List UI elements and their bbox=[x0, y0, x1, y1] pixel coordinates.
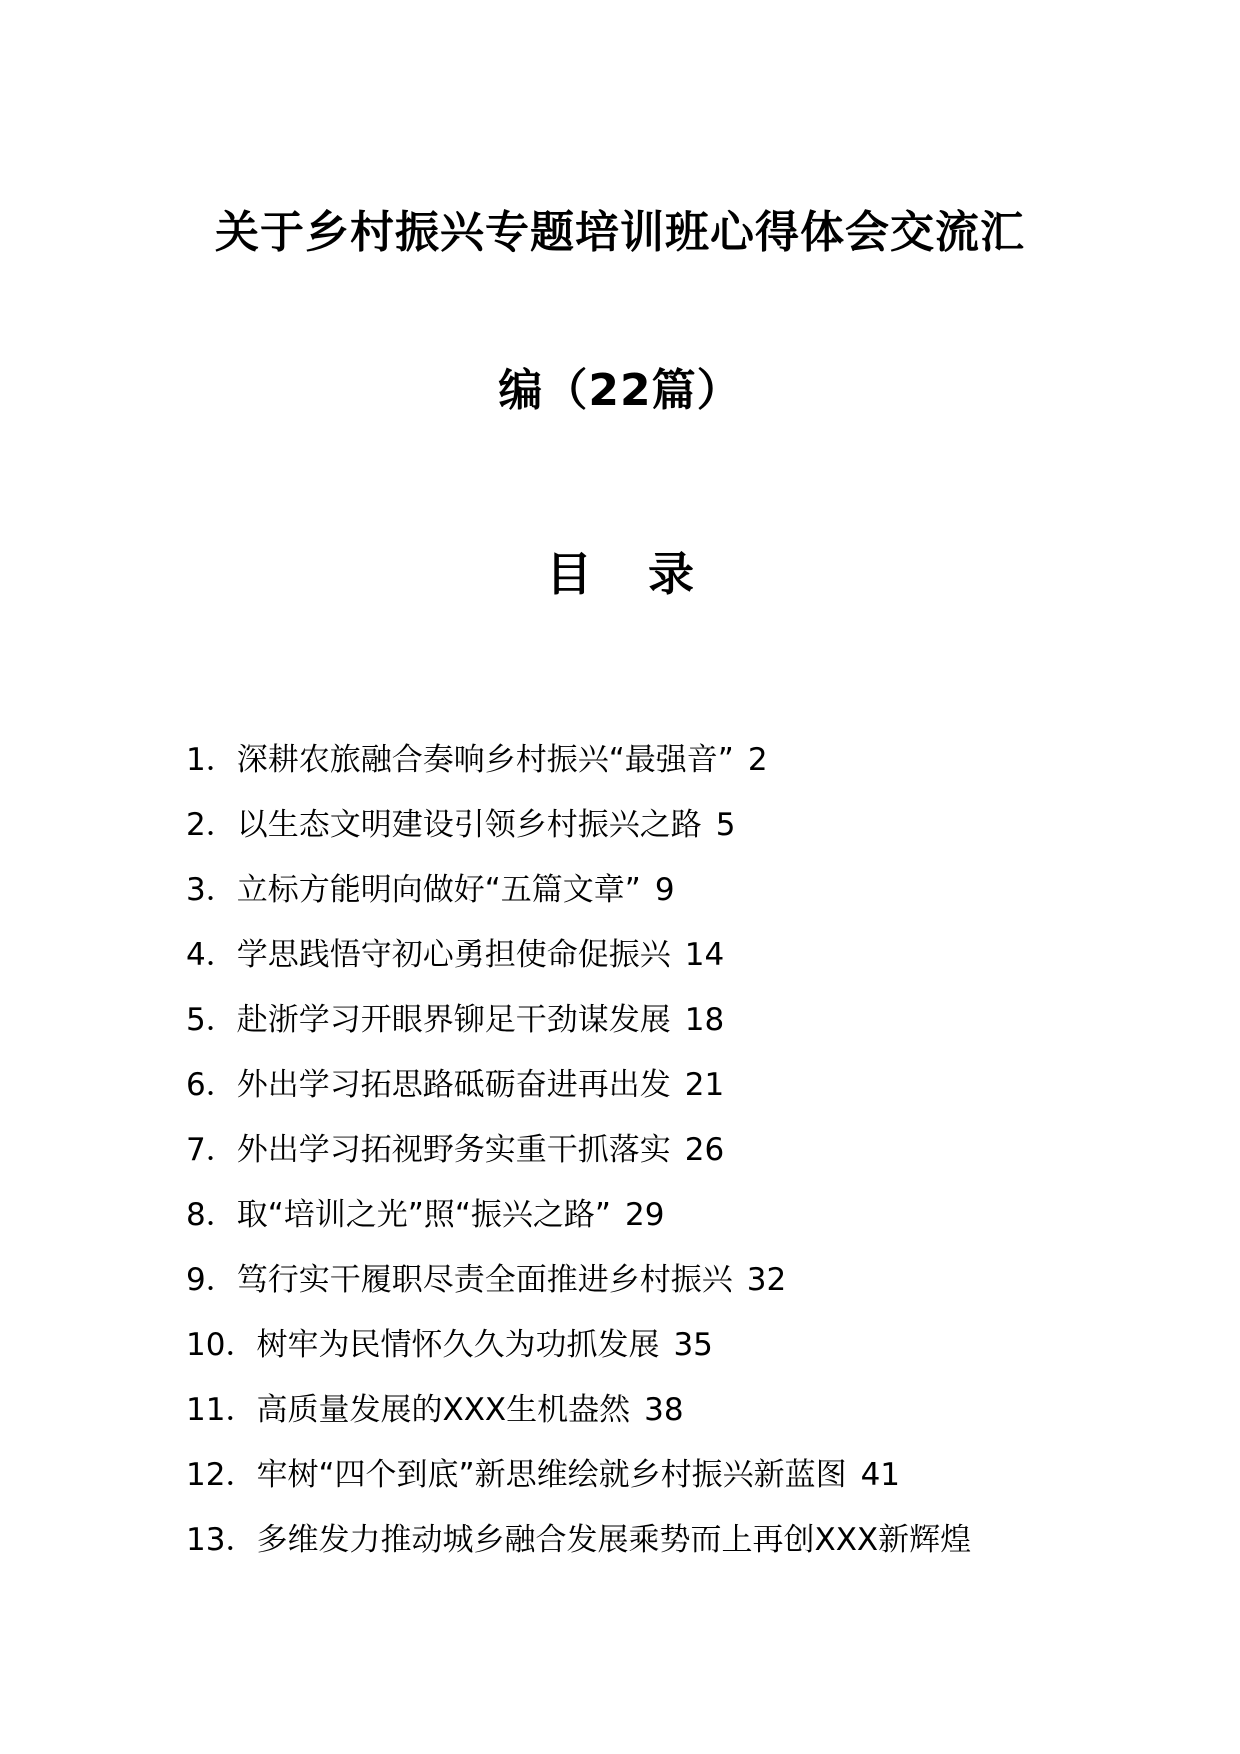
toc-entry[interactable] bbox=[186, 728, 1086, 793]
table-of-contents bbox=[186, 728, 1086, 1573]
toc-entry-page-number: 18 bbox=[684, 1002, 725, 1038]
toc-entry-number: 10． bbox=[186, 1327, 257, 1363]
toc-entry[interactable] bbox=[186, 1053, 1086, 1118]
toc-entry-title: 取“培训之光”照“振兴之路” bbox=[236, 1197, 611, 1233]
toc-entry[interactable] bbox=[186, 858, 1086, 923]
toc-entry-page-number: 35 bbox=[673, 1327, 713, 1363]
toc-entry-title: 深耕农旅融合奏响乡村振兴“最强音” bbox=[236, 742, 734, 778]
toc-entry-title: 高质量发展的XXX生机盎然 bbox=[256, 1392, 631, 1428]
toc-entry[interactable] bbox=[186, 1443, 1086, 1508]
toc-entry-title: 外出学习拓视野务实重干抓落实 bbox=[236, 1132, 671, 1168]
toc-entry[interactable] bbox=[186, 1378, 1086, 1443]
toc-entry-page-number: 41 bbox=[860, 1457, 901, 1493]
toc-entry-title: 以生态文明建设引领乡村振兴之路 bbox=[236, 807, 702, 843]
toc-entry-page-number: 29 bbox=[624, 1197, 665, 1233]
toc-entry-title: 牢树“四个到底”新思维绘就乡村振兴新蓝图 bbox=[256, 1457, 847, 1493]
toc-heading: 目 录 bbox=[545, 547, 714, 601]
toc-entry-page-number: 2 bbox=[747, 742, 768, 778]
toc-entry-page-number: 32 bbox=[746, 1262, 787, 1298]
toc-entry-title: 多维发力推动城乡融合发展乘势而上再创XXX新辉煌 bbox=[256, 1522, 972, 1558]
toc-entry[interactable] bbox=[186, 923, 1086, 988]
toc-entry-page-number: 14 bbox=[684, 937, 725, 973]
toc-entry-page-number: 38 bbox=[644, 1392, 684, 1428]
toc-entry-number: 4． bbox=[186, 937, 237, 973]
document-title-line-1: 关于乡村振兴专题培训班心得体会交流汇 bbox=[215, 207, 1025, 258]
document-title-line-2: 编（22篇） bbox=[498, 365, 742, 416]
toc-entry-title: 外出学习拓思路砥砺奋进再出发 bbox=[236, 1067, 671, 1103]
toc-entry[interactable] bbox=[186, 793, 1086, 858]
toc-entry[interactable] bbox=[186, 1183, 1086, 1248]
toc-entry-number: 9． bbox=[186, 1262, 237, 1298]
toc-entry-number: 3． bbox=[186, 872, 237, 908]
toc-entry[interactable] bbox=[186, 988, 1086, 1053]
toc-entry-title: 笃行实干履职尽责全面推进乡村振兴 bbox=[236, 1262, 733, 1298]
toc-entry-number: 11． bbox=[186, 1392, 257, 1428]
toc-entry-number: 2． bbox=[186, 807, 237, 843]
toc-entry-number: 7． bbox=[186, 1132, 237, 1168]
toc-entry-page-number: 21 bbox=[684, 1067, 725, 1103]
toc-entry-number: 5． bbox=[186, 1002, 237, 1038]
toc-entry[interactable] bbox=[186, 1118, 1086, 1183]
toc-entry-title: 赴浙学习开眼界铆足干劲谋发展 bbox=[236, 1002, 671, 1038]
toc-entry-page-number: 5 bbox=[715, 807, 736, 843]
toc-entry[interactable] bbox=[186, 1313, 1086, 1378]
toc-entry-number: 12． bbox=[186, 1457, 257, 1493]
toc-entry-number: 6． bbox=[186, 1067, 237, 1103]
toc-entry-title: 立标方能明向做好“五篇文章” bbox=[236, 872, 641, 908]
toc-entry-title: 学思践悟守初心勇担使命促振兴 bbox=[236, 937, 671, 973]
toc-entry-page-number: 9 bbox=[654, 872, 675, 908]
toc-entry-number: 13． bbox=[186, 1522, 257, 1558]
toc-entry-number: 1． bbox=[186, 742, 237, 778]
toc-entry[interactable] bbox=[186, 1508, 1086, 1573]
toc-entry-title: 树牢为民情怀久久为功抓发展 bbox=[256, 1327, 660, 1363]
toc-entry-number: 8． bbox=[186, 1197, 237, 1233]
toc-entry-page-number: 26 bbox=[684, 1132, 725, 1168]
toc-entry[interactable] bbox=[186, 1248, 1086, 1313]
